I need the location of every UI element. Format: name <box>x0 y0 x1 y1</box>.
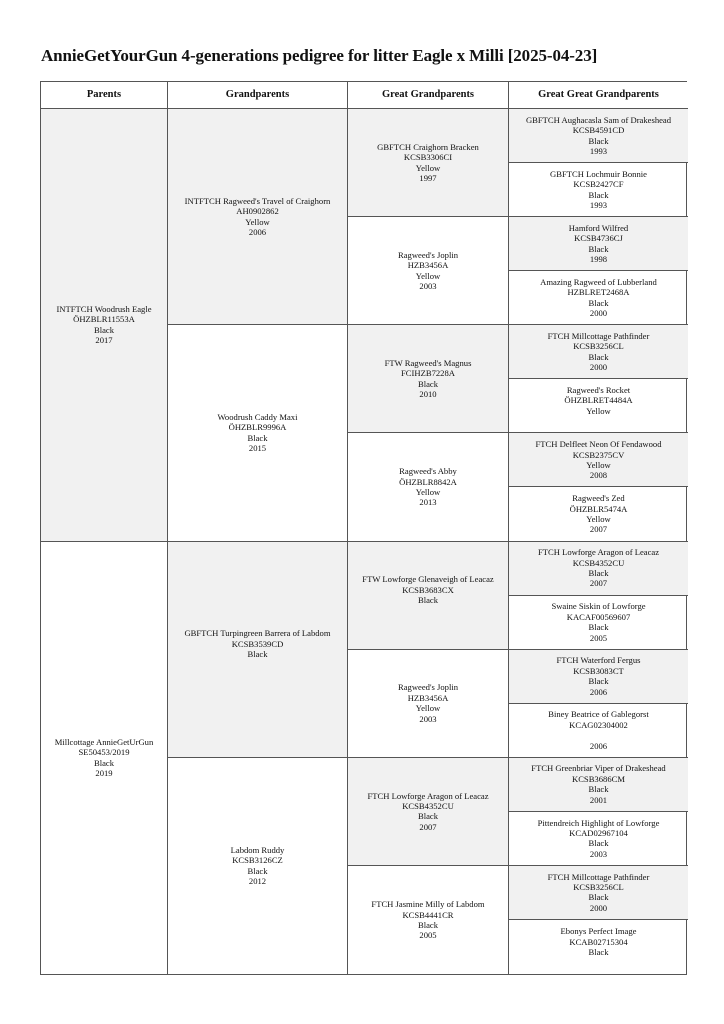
dog-name: FTCH Lowforge Aragon of Leacaz <box>367 790 489 801</box>
dog-year: 2005 <box>589 632 608 643</box>
dog-reg: KCSB4352CU <box>572 557 625 568</box>
dog-year: 2000 <box>589 902 608 913</box>
dog-name: GBFTCH Turpingreen Barrera of Labdom <box>184 628 331 639</box>
dog-reg: KCAB02715304 <box>569 936 628 947</box>
dog-color: Black <box>247 865 268 876</box>
dog-color: Yellow <box>415 486 441 497</box>
dog-year: 2012 <box>248 876 267 887</box>
dog-year: 2007 <box>589 578 608 589</box>
dog-reg: KCSB3083CT <box>573 665 624 676</box>
dog-entry <box>231 845 285 887</box>
dog-color: Black <box>247 649 268 660</box>
great-great-grandparent-cell <box>509 163 688 217</box>
dog-reg: ÖHZBLR5474A <box>569 503 628 514</box>
dog-color: Black <box>93 757 115 768</box>
dog-name: Amazing Ragweed of Lubberland <box>540 276 657 287</box>
dog-year: 2000 <box>589 308 608 319</box>
grandparent-cell <box>168 758 348 974</box>
header-grandparents: Grandparents <box>168 82 348 109</box>
dog-name: Woodrush Caddy Maxi <box>217 412 298 423</box>
dog-reg: KACAF00569607 <box>566 611 631 622</box>
dog-name: FTW Ragweed's Magnus <box>384 358 472 368</box>
dog-reg: KCSB2375CV <box>572 449 625 460</box>
grandparent-cell <box>168 542 348 758</box>
dog-entry <box>185 196 331 238</box>
dog-reg: HZB3456A <box>407 692 449 703</box>
dog-color: Black <box>417 811 439 822</box>
dog-entry <box>377 142 479 184</box>
great-great-grandparent-cell <box>509 271 688 325</box>
dog-reg: KCAG02304002 <box>569 719 628 730</box>
dog-entry <box>540 277 657 319</box>
dog-color: Black <box>417 378 439 389</box>
dog-color: Yellow <box>415 270 441 281</box>
dog-name: Ragweed's Joplin <box>397 682 459 693</box>
dog-entry <box>548 872 650 914</box>
dog-entry <box>531 763 665 805</box>
dog-color: Black <box>588 568 609 579</box>
dog-entry <box>385 358 472 400</box>
dog-reg: ÖHZBLR8842A <box>399 476 457 487</box>
great-great-grandparent-cell <box>509 487 688 541</box>
dog-entry <box>56 304 151 346</box>
header-great-grandparents: Great Grandparents <box>348 82 509 109</box>
dog-year: 2005 <box>419 930 437 941</box>
dog-reg: HZB3456A <box>407 260 449 271</box>
dog-reg: KCSB3306CI <box>403 152 453 163</box>
dog-name: FTCH Millcottage Pathfinder <box>547 330 650 341</box>
dog-name: GBFTCH Craighorn Bracken <box>377 141 479 152</box>
dog-name: Ragweed's Abby <box>399 466 457 477</box>
pedigree-table <box>40 81 687 975</box>
dog-color: Yellow <box>586 459 611 470</box>
dog-entry <box>550 169 647 211</box>
dog-name: Pittendreich Highlight of Lowforge <box>537 817 660 828</box>
dog-name: Biney Beatrice of Gablegorst <box>548 709 649 720</box>
dog-name: FTCH Millcottage Pathfinder <box>547 871 650 882</box>
dog-color: Yellow <box>586 513 611 524</box>
dog-name: Labdom Ruddy <box>230 845 285 856</box>
dog-color: Yellow <box>586 405 611 416</box>
great-grandparent-cell <box>348 217 509 325</box>
dog-entry <box>538 547 659 589</box>
dog-entry <box>398 682 458 724</box>
dog-color: Yellow <box>415 162 441 173</box>
great-great-grandparent-cell <box>509 920 688 974</box>
dog-name: GBFTCH Aughacasla Sam of Drakeshead <box>525 114 672 125</box>
parent-cell <box>41 542 168 975</box>
great-great-grandparent-cell <box>509 109 688 163</box>
dog-color: Black <box>417 919 439 930</box>
great-great-grandparent-cell <box>509 650 688 704</box>
dog-reg: KCSB2427CF <box>573 179 624 190</box>
header-great-great-grandparents: Great Great Grandparents <box>509 82 688 109</box>
grandparent-cell <box>168 109 348 325</box>
dog-reg: ÖHZBLR9996A <box>228 422 287 433</box>
dog-year: 2003 <box>419 713 437 724</box>
parent-cell <box>41 109 168 542</box>
dog-color: Yellow <box>415 703 441 714</box>
dog-entry <box>367 791 488 833</box>
dog-year: 2006 <box>248 227 267 238</box>
dog-color: Black <box>588 297 609 308</box>
great-great-grandparent-cell <box>509 379 688 433</box>
dog-reg: KCSB3683CX <box>402 584 454 595</box>
dog-color: Black <box>93 324 115 335</box>
great-great-grandparent-cell <box>509 596 688 650</box>
great-grandparent-cell <box>348 109 509 217</box>
dog-year: 2010 <box>419 389 437 400</box>
dog-entry <box>570 493 628 535</box>
dog-name: Hamford Wilfred <box>568 222 629 233</box>
dog-year: 2015 <box>248 443 267 454</box>
dog-entry <box>564 385 632 427</box>
dog-year: 2007 <box>589 524 608 535</box>
dog-entry <box>561 926 637 968</box>
grandparent-cell <box>168 325 348 541</box>
dog-reg: KCSB3256CL <box>573 341 624 352</box>
dog-name: INTFTCH Woodrush Eagle <box>56 303 152 314</box>
great-grandparent-cell <box>348 433 509 541</box>
great-great-grandparent-cell <box>509 217 688 271</box>
great-great-grandparent-cell <box>509 433 688 487</box>
dog-color: Black <box>588 838 609 849</box>
dog-name: FTCH Jasmine Milly of Labdom <box>371 899 485 910</box>
dog-name: FTCH Greenbriar Viper of Drakeshead <box>531 763 666 774</box>
dog-name: Ragweed's Joplin <box>397 249 459 260</box>
dog-name: FTCH Delfleet Neon Of Fendawood <box>535 439 662 450</box>
dog-entry <box>398 250 458 292</box>
dog-name: FTCH Waterford Fergus <box>556 655 641 666</box>
dog-year: 1997 <box>419 172 437 183</box>
dog-entry <box>184 628 330 670</box>
dog-name: INTFTCH Ragweed's Travel of Craighorn <box>184 195 331 206</box>
dog-year: 2017 <box>95 335 113 346</box>
dog-reg: KCSB4441CR <box>402 909 454 920</box>
dog-color: Black <box>247 432 268 443</box>
dog-reg: KCSB4736CJ <box>574 233 623 244</box>
dog-color: Black <box>588 784 609 795</box>
dog-name: Millcottage AnnieGetUrGun <box>54 736 154 747</box>
dog-name: GBFTCH Lochmuir Bonnie <box>550 168 647 179</box>
dog-year: 2003 <box>589 848 608 859</box>
dog-entry <box>371 899 484 941</box>
dog-entry <box>55 737 154 779</box>
dog-entry <box>535 439 661 481</box>
great-grandparent-cell <box>348 758 509 866</box>
dog-reg: KCAD02967104 <box>569 827 628 838</box>
dog-entry <box>218 412 298 454</box>
dog-entry <box>526 115 671 157</box>
dog-reg: ÖHZBLR11553A <box>73 314 135 325</box>
great-great-grandparent-cell <box>509 866 688 920</box>
dog-name: FTW Lowforge Glenaveigh of Leacaz <box>362 574 494 585</box>
dog-reg: ÖHZBLRET4484A <box>564 395 633 406</box>
dog-color: Black <box>588 622 609 633</box>
dog-entry <box>557 655 641 697</box>
great-great-grandparent-cell <box>509 542 688 596</box>
dog-name: Ragweed's Rocket <box>566 385 631 396</box>
dog-color: Black <box>588 243 609 254</box>
dog-reg: KCSB4352CU <box>402 800 454 811</box>
dog-reg: KCSB3686CM <box>571 773 625 784</box>
dog-entry <box>362 574 493 616</box>
dog-entry <box>548 331 650 373</box>
dog-year: 2007 <box>419 821 437 832</box>
dog-reg: HZBLRET2468A <box>567 287 630 298</box>
great-grandparent-cell <box>348 542 509 650</box>
dog-reg: SE50453/2019 <box>78 747 130 758</box>
dog-year: 2006 <box>589 740 608 751</box>
page-title: AnnieGetYourGun 4-generations pedigree for litter Eagle x Milli [2025-04-23] <box>41 46 598 65</box>
dog-entry <box>548 709 648 751</box>
dog-year: 1993 <box>589 200 608 210</box>
dog-name: Ragweed's Zed <box>572 493 625 504</box>
dog-entry <box>551 601 645 643</box>
great-great-grandparent-cell <box>509 812 688 866</box>
great-great-grandparent-cell <box>509 704 688 758</box>
dog-name: FTCH Lowforge Aragon of Leacaz <box>537 547 660 558</box>
dog-reg: KCSB4591CD <box>572 125 625 136</box>
dog-entry <box>569 223 628 265</box>
great-grandparent-cell <box>348 866 509 974</box>
dog-year: 2003 <box>419 281 437 292</box>
dog-color: Black <box>588 189 609 200</box>
dog-name: Swaine Siskin of Lowforge <box>551 601 646 612</box>
great-great-grandparent-cell <box>509 758 688 812</box>
dog-color: Black <box>588 946 609 957</box>
dog-color: Yellow <box>245 216 270 227</box>
dog-name: Ebonys Perfect Image <box>560 926 637 937</box>
dog-reg: KCSB3126CZ <box>232 855 283 866</box>
dog-year: 1998 <box>589 254 608 265</box>
dog-entry <box>538 818 660 860</box>
great-great-grandparent-cell <box>509 325 688 379</box>
header-parents: Parents <box>41 82 168 109</box>
dog-color: Black <box>588 676 609 687</box>
dog-year: 2006 <box>589 686 608 697</box>
dog-color: Black <box>588 351 609 362</box>
dog-color: Black <box>417 595 439 606</box>
dog-year: 2001 <box>589 794 608 805</box>
great-grandparent-cell <box>348 325 509 433</box>
dog-year: 2019 <box>95 768 113 779</box>
dog-reg: KCSB3256CL <box>573 882 624 892</box>
dog-year: 1993 <box>589 145 608 156</box>
dog-year: 2013 <box>419 497 437 508</box>
dog-entry <box>399 466 457 508</box>
dog-year: 2000 <box>589 362 608 373</box>
dog-color: Black <box>588 135 609 146</box>
dog-reg: FCIHZB7228A <box>401 368 455 379</box>
dog-color: Black <box>588 892 609 903</box>
dog-reg: KCSB3539CD <box>231 638 284 649</box>
great-grandparent-cell <box>348 650 509 758</box>
dog-reg: AH0902862 <box>236 206 279 217</box>
dog-year: 2008 <box>589 470 608 481</box>
